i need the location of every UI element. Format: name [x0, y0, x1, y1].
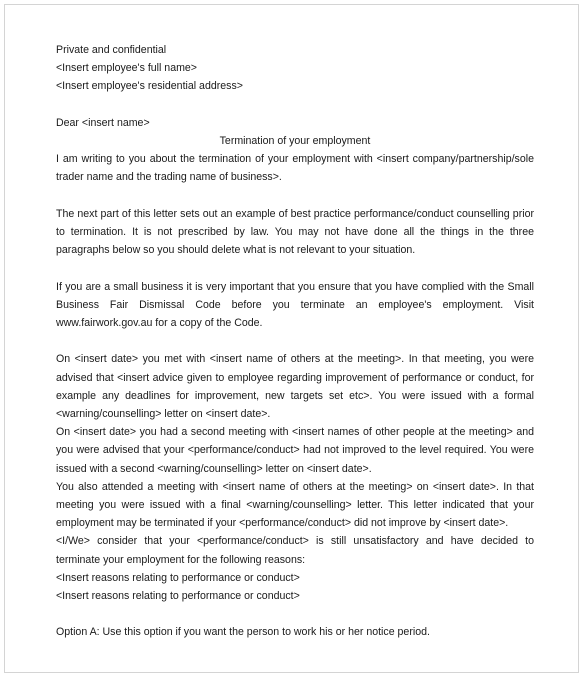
example-note-paragraph: The next part of this letter sets out an example of best practice performance/conduct counselling prior to termination. It is not prescribed by law. You may not have done all the things in the three paragraphs below so you should delete what is not relevant to your situation. [56, 207, 534, 257]
employee-name-placeholder: <Insert employee's full name> [56, 62, 197, 75]
option-a-paragraph: Option A: Use this option if you want the person to work his or her notice period. [56, 626, 430, 639]
spacer [56, 605, 534, 623]
confidential-line: Private and confidential [56, 44, 167, 56]
salutation: Dear <insert name> [56, 116, 150, 129]
spacer [56, 187, 534, 205]
second-meeting-paragraph: On <insert date> you had a second meeting with <insert names of other people at the meeting> and you were advised that your <performance/conduct> had not improved to the level required. You were issued with a second <warning/counselling> letter on <insert date>. [56, 426, 534, 475]
letter-body [56, 41, 534, 642]
decision-paragraph: <I/We> consider that your <performance/conduct> is still unsatisfactory and have decided to terminate your employment for the following reasons: [56, 535, 534, 566]
reason-placeholder: <Insert reasons relating to performance or conduct> [56, 571, 300, 584]
letter-subject: Termination of your employment [219, 135, 371, 147]
intro-paragraph: I am writing to you about the termination of your employment with <insert company/partnership/sole trader name and the trading name of business>. [56, 153, 534, 184]
spacer [56, 332, 534, 350]
spacer [56, 96, 534, 114]
small-business-paragraph: If you are a small business it is very important that you ensure that you have complied with the Small Business Fair Dismissal Code before you terminate an employee's employment. Visit www.fairwork.gov.au for a copy of the Code. [56, 280, 534, 329]
employee-address-placeholder: <Insert employee's residential address> [56, 80, 243, 93]
first-meeting-paragraph: On <insert date> you met with <insert name of others at the meeting>. In that meeting, you were advised that <insert advice given to employee regarding improvement of performance or conduct, for example any deadlines for improvement, new targets set etc>. You were issued with a formal <warning/counselling> letter on <insert date>. [56, 353, 534, 420]
final-meeting-paragraph: You also attended a meeting with <insert name of others at the meeting> on <insert date>. In that meeting you were issued with a final <warning/counselling> letter. This letter indicated that your employment may be terminated if your <performance/conduct> did not improve by <insert date>. [56, 480, 534, 530]
spacer [56, 259, 534, 277]
document-page [4, 4, 579, 673]
reason-placeholder: <Insert reasons relating to performance or conduct> [56, 590, 300, 603]
